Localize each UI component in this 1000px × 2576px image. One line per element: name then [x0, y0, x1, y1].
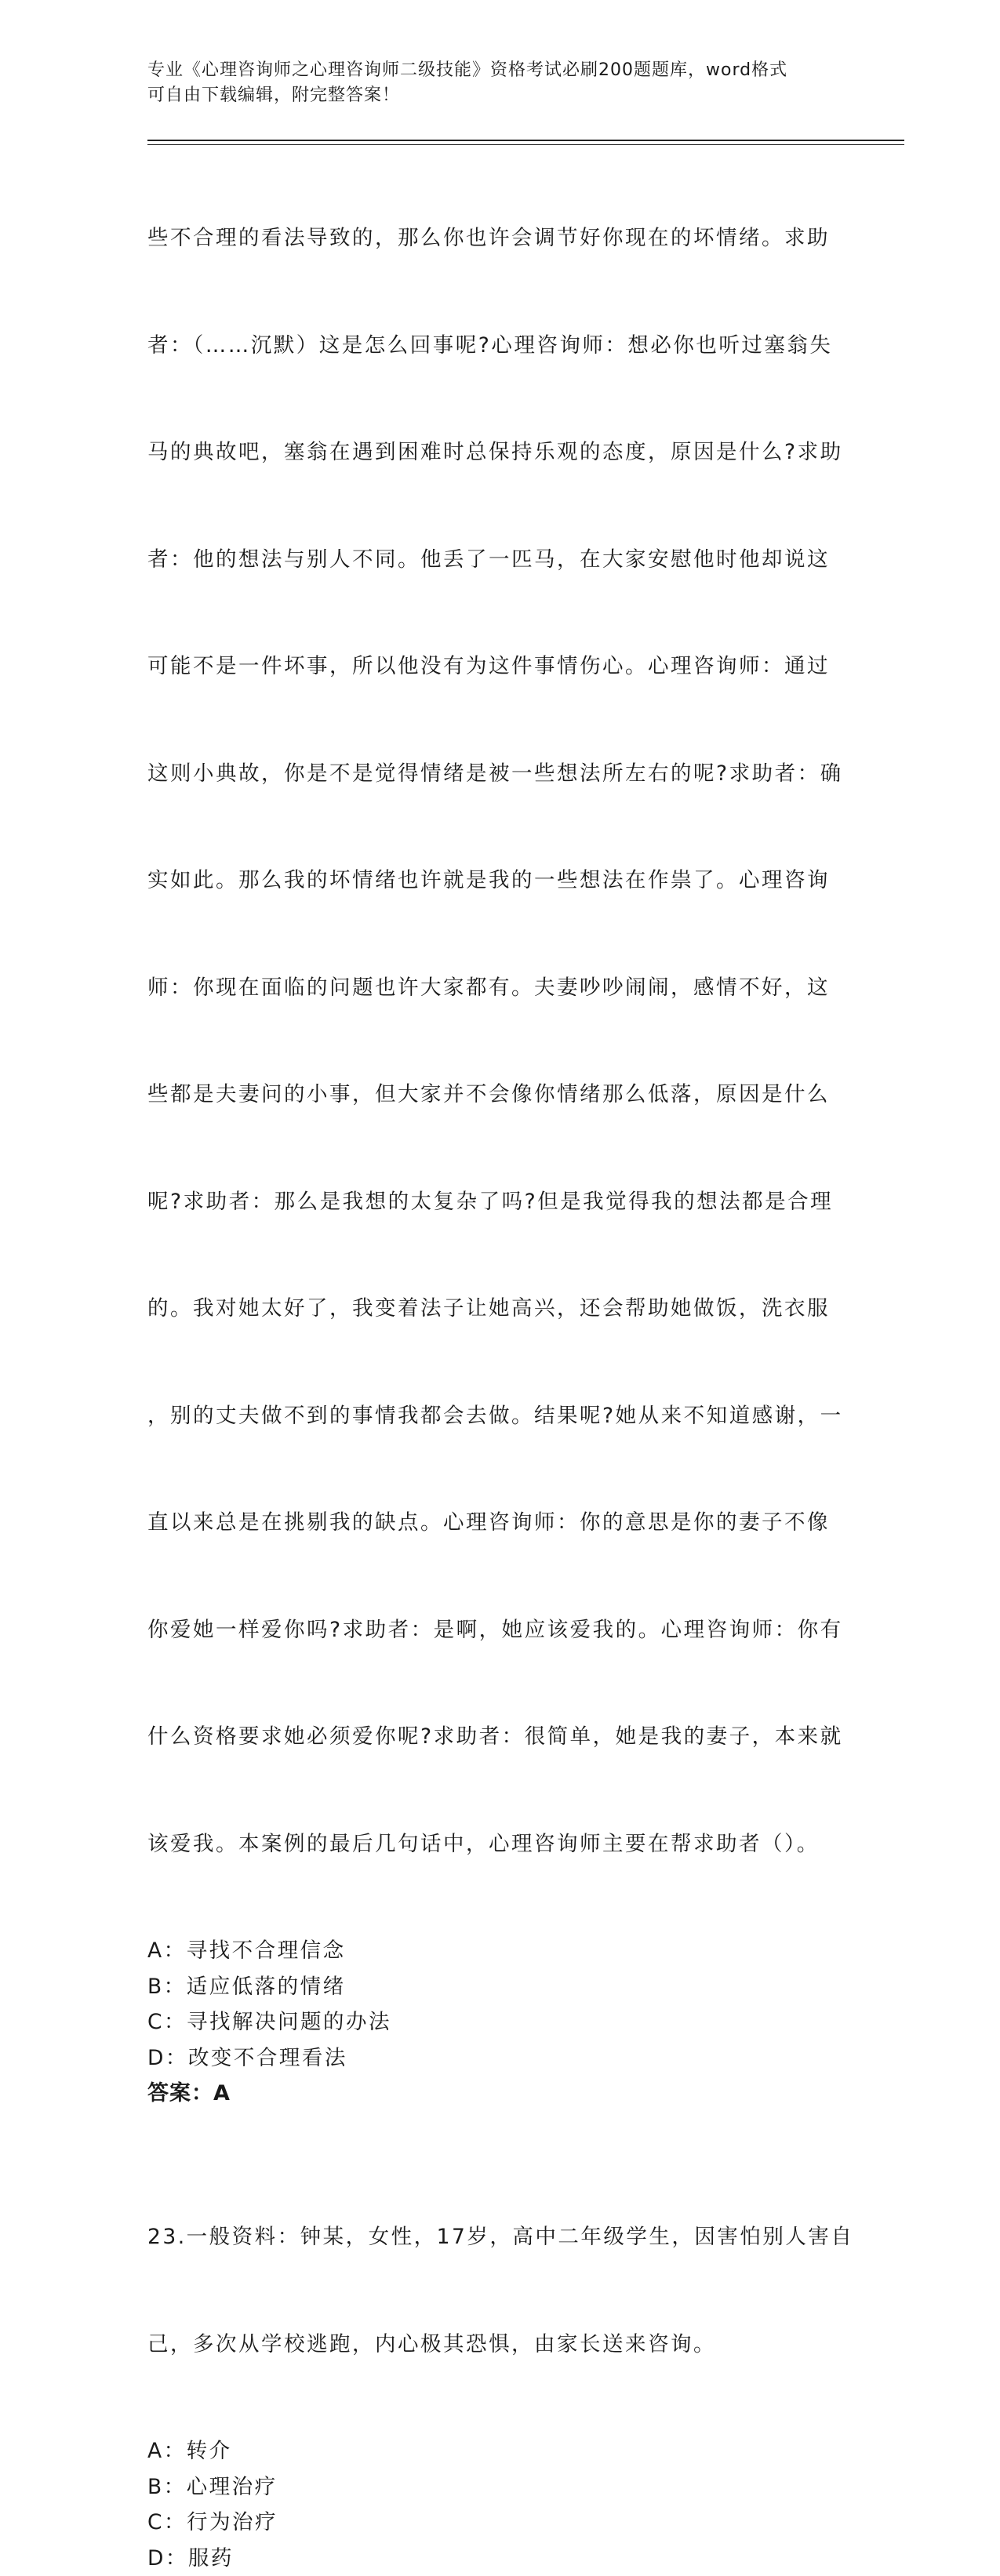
question-stem-line: 你爱她一样爱你吗?求助者：是啊，她应该爱我的。心理咨询师：你有: [147, 1612, 853, 1648]
option-b: B：适应低落的情绪: [147, 1969, 853, 2005]
question-stem-line: 马的典故吧，塞翁在遇到困难时总保持乐观的态度，原因是什么?求助: [147, 434, 853, 471]
header-divider-thick: [147, 140, 904, 141]
question-stem-line: 者：他的想法与别人不同。他丢了一匹马，在大家安慰他时他却说这: [147, 542, 853, 578]
document-header: [147, 58, 853, 108]
option-c: C：寻找解决问题的办法: [147, 2004, 853, 2040]
question-22-answer: 答案：A: [147, 2076, 853, 2112]
option-a: A：转介: [147, 2433, 853, 2469]
question-stem-line: 实如此。那么我的坏情绪也许就是我的一些想法在作祟了。心理咨询: [147, 863, 853, 899]
question-stem-line: 该爱我。本案例的最后几句话中，心理咨询师主要在帮求助者（）。: [147, 1826, 853, 1862]
question-stem-line: 师：你现在面临的问题也许大家都有。夫妻吵吵闹闹，感情不好，这: [147, 970, 853, 1006]
question-stem-line: 的。我对她太好了，我变着法子让她高兴，还会帮助她做饭，洗衣服: [147, 1291, 853, 1327]
option-a: A：寻找不合理信念: [147, 1933, 853, 1969]
question-stem-line: 些都是夫妻问的小事，但大家并不会像你情绪那么低落，原因是什么: [147, 1077, 853, 1113]
header-title-line-1: 专业《心理咨询师之心理咨询师二级技能》资格考试必刷200题题库，word格式: [147, 58, 853, 83]
header-divider-thin: [147, 144, 904, 145]
option-d: D：服药: [147, 2541, 853, 2576]
option-b: B：心理治疗: [147, 2469, 853, 2505]
question-stem-line: 呢?求助者：那么是我想的太复杂了吗?但是我觉得我的想法都是合理: [147, 1184, 853, 1220]
question-stem-line: 23.一般资料：钟某，女性，17岁，高中二年级学生，因害怕别人害自: [147, 2219, 853, 2255]
question-stem-line: 些不合理的看法导致的，那么你也许会调节好你现在的坏情绪。求助: [147, 220, 853, 256]
question-stem-line: 己，多次从学校逃跑，内心极其恐惧，由家长送来咨询。: [147, 2327, 853, 2363]
question-23-options: [147, 2433, 853, 2576]
option-c: C：行为治疗: [147, 2505, 853, 2541]
option-d: D：改变不合理看法: [147, 2040, 853, 2076]
question-22-stem: [147, 149, 853, 1933]
document-body: [147, 149, 853, 2576]
question-stem-line: 这则小典故，你是不是觉得情绪是被一些想法所左右的呢?求助者：确: [147, 756, 853, 792]
question-stem-line: ，别的丈夫做不到的事情我都会去做。结果呢?她从来不知道感谢，一: [147, 1398, 853, 1434]
question-stem-line: 可能不是一件坏事，所以他没有为这件事情伤心。心理咨询师：通过: [147, 649, 853, 685]
question-stem-line: 直以来总是在挑剔我的缺点。心理咨询师：你的意思是你的妻子不像: [147, 1505, 853, 1541]
question-stem-line: 什么资格要求她必须爱你呢?求助者：很简单，她是我的妻子，本来就: [147, 1719, 853, 1755]
question-23-stem: [147, 2148, 853, 2433]
header-title-line-2: 可自由下载编辑，附完整答案！: [147, 83, 853, 108]
question-stem-line: 者：（……沉默）这是怎么回事呢?心理咨询师：想必你也听过塞翁失: [147, 328, 853, 364]
spacer: [147, 2112, 853, 2148]
question-22-options: [147, 1933, 853, 2076]
